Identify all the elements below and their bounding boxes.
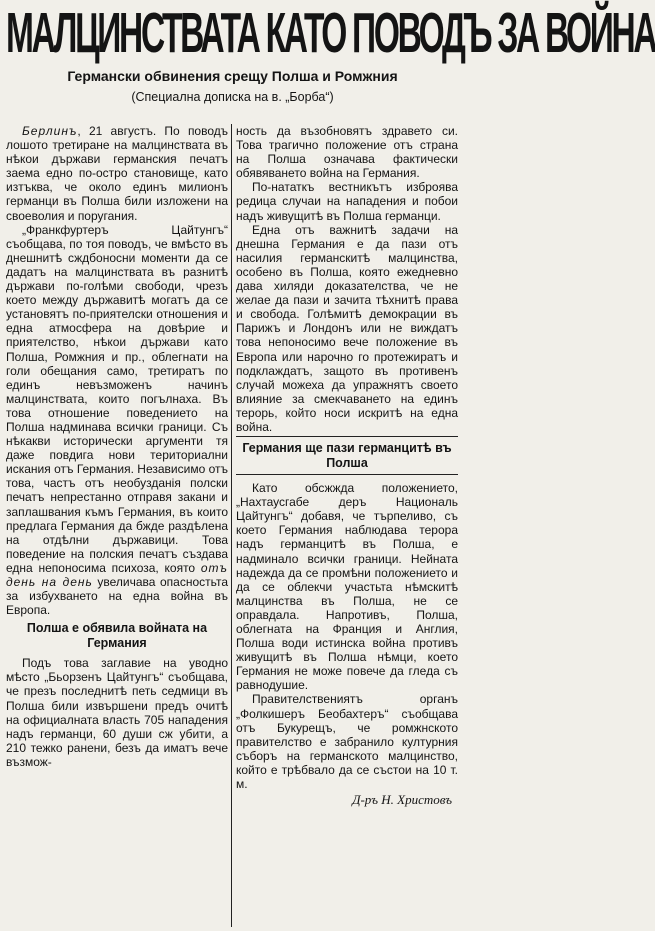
paragraph bbox=[6, 223, 228, 618]
right-column bbox=[236, 124, 458, 927]
section-subhead: Полша е обявила войната на Германия bbox=[26, 621, 208, 650]
paragraph bbox=[6, 124, 228, 223]
column-divider bbox=[231, 124, 232, 927]
paragraph: По-нататкъ вестникътъ изброява редица случаи на нападения и побои надъ живущитѣ въ Полша германци. bbox=[236, 180, 458, 223]
section-subhead: Германия ще пази германцитѣ въ Полша bbox=[242, 441, 452, 470]
left-column bbox=[6, 124, 228, 927]
city-name: Берлинъ bbox=[22, 124, 78, 138]
paragraph: Подъ това заглавие на уводно мѣсто „Бьорзенъ Цайтунгъ“ съобщава, че презъ последнитѣ петь седмици въ Полша били извършени предъ очитѣ на официалната власть 705 нападения надъ германци, 60 души сж убити, а 210 тежко ранени, безъ да иматъ вече възмож- bbox=[6, 656, 228, 769]
paragraph: Една отъ важнитѣ задачи на днешна Германия е да пази отъ насилия германскитѣ малцинства, особено въ Полша, която ежедневно дава хиляди доказателства, че не желае да пази и зачита тѣхнитѣ права и свобода. Голѣмитѣ демокрации въ Парижъ и Лондонъ или не виждатъ това непоносимо вече положение въ Европа или нарочно го протежиратъ и подклаждатъ, защото въ противенъ случай можеха да упражнятъ своето влияние за смекчаването на единъ терорь, който носи искритѣ на една война. bbox=[236, 222, 458, 434]
paragraph-text: „Франкфуртеръ Цайтунгъ“ съобщава, по тоя поводъ, че вмѣсто въ днешнитѣ сждбоносни моменти да се дадатъ на малцинствата въ разнитѣ държави по-голѣми свободи, чрезъ което между държавитѣ могатъ да се установятъ по-приятелски отношения и една атмосфера на довѣрие и приятелство, нѣкои държави като Полша, Ромжния и пр., облегнати на голи обещания само, третиратъ по единъ невъзможенъ начинъ малцинствата, които погълнаха. Въ това отношение поведението на Полша надминава всички граници. Съ нѣкакви исторически аргументи тя даже повдига нови териториални искания отъ Германия. Независимо отъ това, частъ отъ необузданія полски печатъ непрестанно отправя закани и заплашвания къмъ Германия, въ които предлага Германия да бжде раздѣлена на отдѣлни държавици. Това поведение на полския печатъ създава една непоносима психоза, която bbox=[6, 222, 228, 575]
paragraph: Правителствениятъ органъ „Фолкишеръ Беобахтеръ“ съобщава отъ Букурещъ, че ромжнското правителство е забранило културния съборъ на германското малцинство, който е трѣбвало да се състои на 10 т. м. bbox=[236, 692, 458, 792]
paragraph-text: , 21 августъ. По поводъ лошото третиране на малцинствата въ нѣкои държави германския печатъ заема едно по-остро становище, като изтъква, че около единъ милионъ германци въ Полша били изложени на своеволия и поругания. bbox=[6, 124, 228, 223]
paragraph-emphasis: отъ день на день bbox=[6, 560, 228, 589]
paragraph: ность да възобновятъ здравето си. Това трагично положение отъ страна на Полша означава фактически обявяването война на Германия. bbox=[236, 124, 458, 181]
article-body bbox=[6, 124, 458, 927]
author-signature: Д-ръ Н. Христовъ bbox=[352, 792, 452, 808]
paragraph: Като обсжжда положението, „Нахтаусгабе деръ Националь Цайтунгъ“ добавя, че търпеливо, съ което Германия наблюдава терора надъ германцитѣ въ Полша, е надминало всички граници. Нейната надежда да се промѣни положението и да се облекчи участьта нѣмскитѣ малцинства въ Полша, не се оправдала. Напротивъ, Полша, облегната на Франция и Англия, Полша води истинска война противъ живущитѣ въ Полша нѣмци, което Германия не може повече да гледа съ равнодушие. bbox=[236, 481, 458, 693]
headline: МАЛЦИНСТВАТА КАТО ПОВОДЪ ЗА ВОЙНА bbox=[6, 2, 655, 66]
dateline: (Специална дописка на в. „Борба“) bbox=[131, 90, 334, 104]
paragraph-text: увеличава опасностьта за избухването на една война въ Европа. bbox=[6, 575, 228, 618]
section-subhead-box bbox=[236, 436, 458, 475]
subtitle: Германски обвинения срещу Полша и Ромжния bbox=[67, 68, 398, 84]
